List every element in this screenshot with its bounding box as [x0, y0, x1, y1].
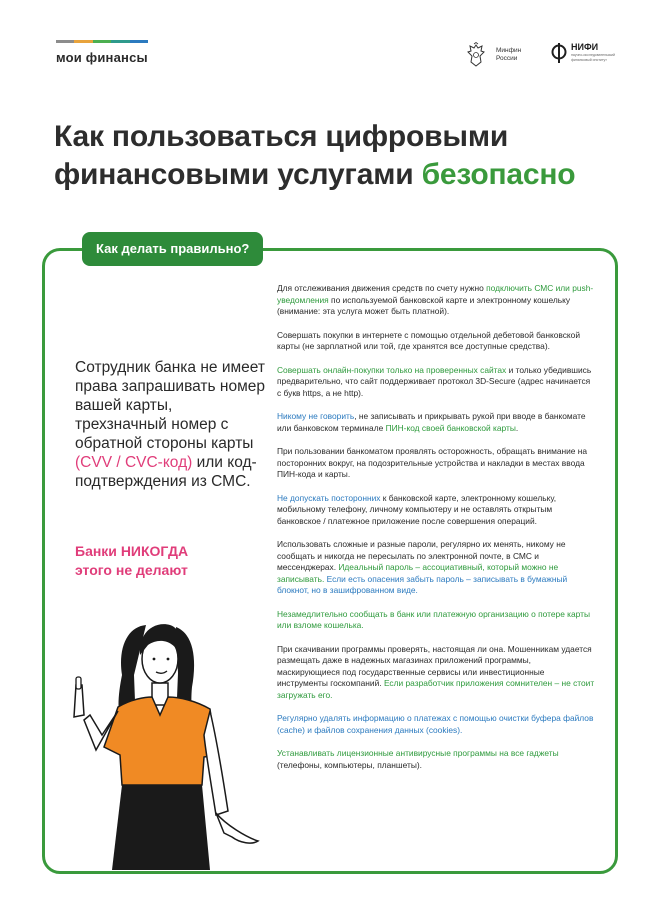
bank-warning-part-2: или код-подтверждения из СМС.	[75, 454, 257, 490]
advice-item: Использовать сложные и разные пароли, регулярно их менять, никому не сообщать и никогда не пересылать по электронной почте, в СМС и мессенджерах. Идеальный пароль – ассоциативный, который можно не записывать. Если есть опасения забыть пароль – записывать в бумажный блокнот, но в зашифрованном виде.	[277, 539, 568, 595]
minfin-logo	[466, 42, 536, 68]
brand-name: мои финансы	[56, 50, 148, 65]
minfin-name: Минфин России	[496, 47, 522, 62]
advice-item: Регулярно удалять информацию о платежах с помощью очистки буфера файлов (cache) и файлов сохранения данных (cookies).	[277, 713, 594, 735]
bank-warning-text	[75, 358, 265, 491]
advice-item: Не допускать посторонних к банковской карте, электронному кошельку, мобильному телефону, личному компьютеру и не оставлять открытым банковское / платежное приложение после совершения операций.	[277, 492, 557, 526]
woman-illustration	[56, 615, 266, 870]
advice-item: При пользовании банкоматом проявлять осторожность, обращать внимание на посторонних вокруг, на подозрительные устройства и накладки в местах ввода ПИН-кода и карты.	[277, 446, 588, 479]
never-warning-emphasis: НИКОГДА	[120, 543, 189, 559]
title-line-1: Как пользоваться цифровыми	[54, 120, 509, 153]
nifi-title: НИФИ	[571, 42, 599, 52]
advice-item: Устанавливать лицензионные антивирусные программы на все гаджеты (телефоны, компьютеры, планшеты).	[277, 748, 559, 770]
advice-item: Незамедлительно сообщать в банк или платежную организацию о потере карты или взломе кошелька.	[277, 608, 591, 630]
brand-color-bar	[56, 40, 148, 43]
advice-item: Совершать онлайн-покупки только на проверенных сайтах и только убедившись предварительно, что сайт поддерживает протокол 3D-Secure (адрес начинается с букв https, а не http).	[277, 364, 592, 398]
advice-item: Совершать покупки в интернете с помощью отдельной дебетовой банковской карты (не зарплатной или той, где хранятся все доступные средства).	[277, 329, 581, 351]
never-warning-part-2: этого не делают	[75, 562, 188, 578]
nifi-subtitle: научно-исследовательский финансовый институт	[571, 53, 615, 62]
nifi-phi-icon	[550, 42, 568, 64]
title-line-2: финансовыми услугами	[54, 158, 422, 191]
never-warning-part-1: Банки	[75, 543, 121, 559]
never-warning	[75, 542, 265, 580]
cvv-highlight: (CVV / CVC-код)	[75, 454, 193, 471]
page-title	[54, 118, 614, 194]
nifi-logo	[550, 42, 623, 64]
section-tab: Как делать правильно?	[82, 232, 263, 266]
advice-list	[277, 283, 595, 783]
advice-item: При скачивании программы проверять, настоящая ли она. Мошенникам удается размещать даже в надежных магазинах приложений программы, маскирующиеся под государственные сервисы или инвестиционные инструменты госкомпаний. Если разработчик приложения сомнителен – не стоит загружать его.	[277, 643, 595, 700]
eagle-emblem-icon	[466, 42, 486, 68]
title-highlight: безопасно	[421, 158, 576, 191]
advice-item: Никому не говорить, не записывать и прикрывать рукой при вводе в банкомате или банковском терминале ПИН-код своей банковской карты.	[277, 411, 586, 433]
bank-warning-part-1: Сотрудник банка не имеет права запрашивать номер вашей карты, трехзначный номер с обратной стороны карты	[75, 359, 265, 452]
advice-item: Для отслеживания движения средств по счету нужно подключить СМС или push-уведомления по используемой банковской карте и электронному кошельку (внимание: эта услуга может быть платной).	[277, 283, 594, 316]
brand-logo	[56, 40, 148, 65]
